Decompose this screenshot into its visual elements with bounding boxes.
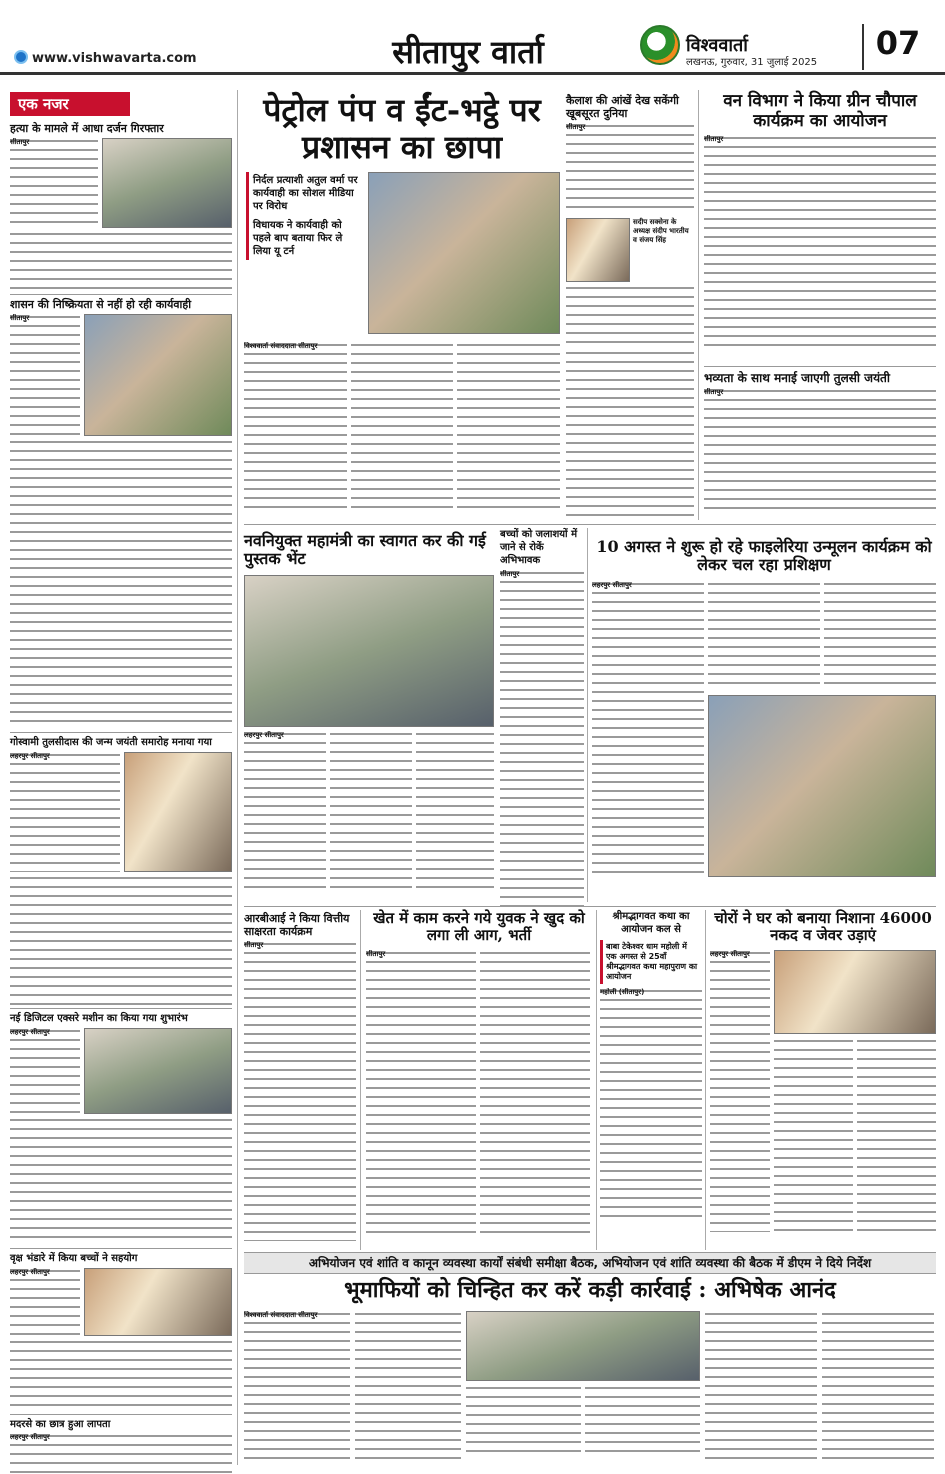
left-column (10, 92, 232, 1467)
pustak-body-col3 (416, 731, 494, 891)
column-divider (237, 90, 238, 1465)
story3-body: लहरपुर सीतापुर (10, 752, 120, 872)
bottom-body-col3 (466, 1385, 581, 1459)
band-headline: अभियोजन एवं शांति व कानून व्यवस्था कार्यों संबंधी समीक्षा बैठक, अभियोजन एवं शांति व्यवस्था की बैठक में डीएम ने दिये निर्देश (244, 1252, 936, 1274)
divider (10, 1008, 232, 1009)
story1-photo (102, 138, 232, 228)
bachche-body: सीतापुर (500, 570, 584, 906)
pustak-headline: नवनियुक्त महामंत्री का स्वागत कर की गई पुस्तक भेंट (244, 531, 486, 569)
kailash-photo (566, 218, 630, 282)
chor-body-col2 (774, 1038, 853, 1232)
story5-headline: वृक्ष भंडारे में किया बच्चों ने सहयोग (10, 1253, 138, 1264)
story6-body: लहरपुर सीतापुर (10, 1433, 232, 1474)
section-label: एक नजर (10, 92, 130, 116)
column-divider (596, 910, 597, 1250)
lead-bullet-2: विधायक ने कार्यवाही को पहले बाप बताया फिर ले लिया यू टर्न (253, 220, 343, 257)
khet-body-col1: सीतापुर (366, 950, 476, 1240)
katha-body: महोली (सीतापुर) (600, 988, 702, 1218)
lead-story (244, 92, 560, 517)
rbi-body: सीतापुर (244, 941, 356, 1241)
globe-icon (14, 50, 28, 64)
brand-logo-icon (640, 25, 680, 65)
column-divider (705, 910, 706, 1250)
pustak-body-col2 (330, 731, 412, 891)
chor-headline: चोरों ने घर को बनाया निशाना 46000 नकद व जेवर उड़ाएं (714, 909, 932, 945)
filaria-body-col2 (708, 581, 820, 691)
filaria-body-col3 (824, 581, 936, 691)
divider (10, 1248, 232, 1249)
story2-body-cont (10, 439, 232, 729)
divider (10, 294, 232, 295)
kailash-caption: सदीप सक्सेना के अध्यक्ष संदीप भारतीय व संजय सिंह (633, 218, 689, 244)
bottom-body-col4 (585, 1385, 700, 1459)
kailash-body-cont (566, 285, 694, 349)
story3-headline: गोस्वामी तुलसीदास की जन्म जयंती समारोह मनाया गया (10, 737, 212, 748)
bachche-story (500, 528, 584, 902)
story3-photo (124, 752, 232, 872)
site-url-text: www.vishwavarta.com (32, 51, 197, 66)
story4-body: लहरपुर सीतापुर (10, 1028, 80, 1114)
lead-bullets (246, 172, 362, 260)
pustak-story (244, 532, 494, 902)
masthead-rule (0, 72, 945, 75)
story1-body: सीतापुर (10, 138, 98, 228)
edition-title: सीतापुर वार्ता (392, 33, 544, 71)
date-line: लखनऊ, गुरुवार, 31 जुलाई 2025 (686, 57, 818, 68)
khet-body-col2 (480, 950, 590, 1240)
katha-bullet: बाबा टेकेश्वर धाम महोली में एक अगस्त से 25वाँ श्रीमद्भागवत कथा महापुराण का आयोजन (606, 942, 698, 981)
bachche-headline: बच्चों को जलाशयों में जाने से रोकें अभिभावक (500, 529, 578, 566)
tulsi-story (704, 372, 936, 520)
chor-photo (774, 950, 936, 1034)
van-headline: वन विभाग ने किया ग्रीन चौपाल कार्यक्रम का आयोजन (723, 91, 917, 131)
filaria-story (592, 538, 936, 902)
page-number: 07 (862, 24, 932, 70)
katha-headline: श्रीमद्भागवत कथा का आयोजन कल से (612, 911, 690, 935)
story2-headline: शासन की निष्क्रियता से नहीं हो रही कार्यवाही (10, 298, 192, 311)
pustak-photo (244, 575, 494, 727)
divider (10, 732, 232, 733)
bottom-body-col6 (822, 1311, 934, 1459)
khet-story (366, 910, 592, 1250)
bottom-body-col5 (705, 1311, 817, 1459)
story2-body: सीतापुर (10, 314, 80, 436)
van-story (704, 92, 936, 364)
filaria-photo (708, 695, 936, 877)
column-divider (698, 90, 699, 520)
bottom-photo (466, 1311, 700, 1381)
rbi-story (244, 912, 356, 1250)
bottom-headline: भूमाफियों को चिन्हित कर करें कड़ी कार्रवाई : अभिषेक आनंद (344, 1277, 836, 1303)
kailash-body: सीतापुर (566, 123, 694, 215)
story4-headline: नई डिजिटल एक्सरे मशीन का किया गया शुभारंभ (10, 1013, 188, 1024)
story3-body-cont (10, 875, 232, 1005)
divider (244, 524, 936, 525)
lead-headline: पेट्रोल पंप व ईंट-भट्ठे पर प्रशासन का छापा (263, 91, 541, 166)
chor-body-col3 (857, 1038, 936, 1232)
tulsi-body: सीतापुर (704, 388, 936, 514)
story1-body-cont (10, 231, 232, 291)
site-url[interactable] (14, 50, 197, 66)
divider (704, 366, 936, 367)
column-divider (360, 910, 361, 1250)
kailash-headline: कैलाश की आंखें देख सकेंगी खूबसूरत दुनिया (566, 94, 679, 120)
story4-photo (84, 1028, 232, 1114)
column-divider (587, 528, 588, 902)
story2-photo (84, 314, 232, 436)
rbi-headline: आरबीआई ने किया वित्तीय साक्षरता कार्यक्रम (244, 912, 350, 938)
filaria-headline: 10 अगस्त ने शुरू हो रहे फाइलेरिया उन्मूलन कार्यक्रम को लेकर चल रहा प्रशिक्षण (596, 537, 932, 575)
kailash-story (566, 94, 694, 344)
divider (10, 1414, 232, 1415)
story5-body-cont (10, 1339, 232, 1411)
divider (244, 906, 936, 907)
lead-bullet-1: निर्दल प्रत्याशी अतुल वर्मा पर कार्यवाही का सोशल मीडिया पर विरोध (253, 175, 358, 212)
story1-headline: हत्या के मामले में आधा दर्जन गिरफ्तार (10, 122, 164, 135)
khet-headline: खेत में काम करने गये युवक ने खुद को लगा ली आग, भर्ती (373, 909, 585, 945)
story4-body-cont (10, 1117, 232, 1245)
filaria-body-col1: लहरपुर सीतापुर (592, 581, 704, 877)
katha-bullet-box (600, 940, 702, 984)
brand-name: विश्ववार्ता (686, 35, 748, 56)
chor-body-col1: लहरपुर सीतापुर (710, 950, 770, 1232)
bottom-body-col2 (355, 1311, 461, 1459)
bottom-body-col1: विश्ववार्ता संवाददाता सीतापुर (244, 1311, 350, 1459)
story5-photo (84, 1268, 232, 1336)
tulsi-headline: भव्यता के साथ मनाई जाएगी तुलसी जयंती (704, 371, 890, 385)
katha-story (600, 910, 702, 1250)
bottom-story (244, 1278, 936, 1468)
lead-body-col3 (457, 342, 560, 512)
story6-headline: मदरसे का छात्र हुआ लापता (10, 1419, 111, 1430)
lead-body-col2 (351, 342, 454, 512)
story5-body: लहरपुर सीतापुर (10, 1268, 80, 1336)
lead-body-col4 (566, 350, 694, 518)
lead-body-col1: विश्ववार्ता संवाददाता सीतापुर (244, 342, 347, 512)
van-body: सीतापुर (704, 135, 936, 350)
lead-photo (368, 172, 560, 334)
chor-story (710, 910, 936, 1250)
pustak-body-col1: लहरपुर सीतापुर (244, 731, 326, 891)
